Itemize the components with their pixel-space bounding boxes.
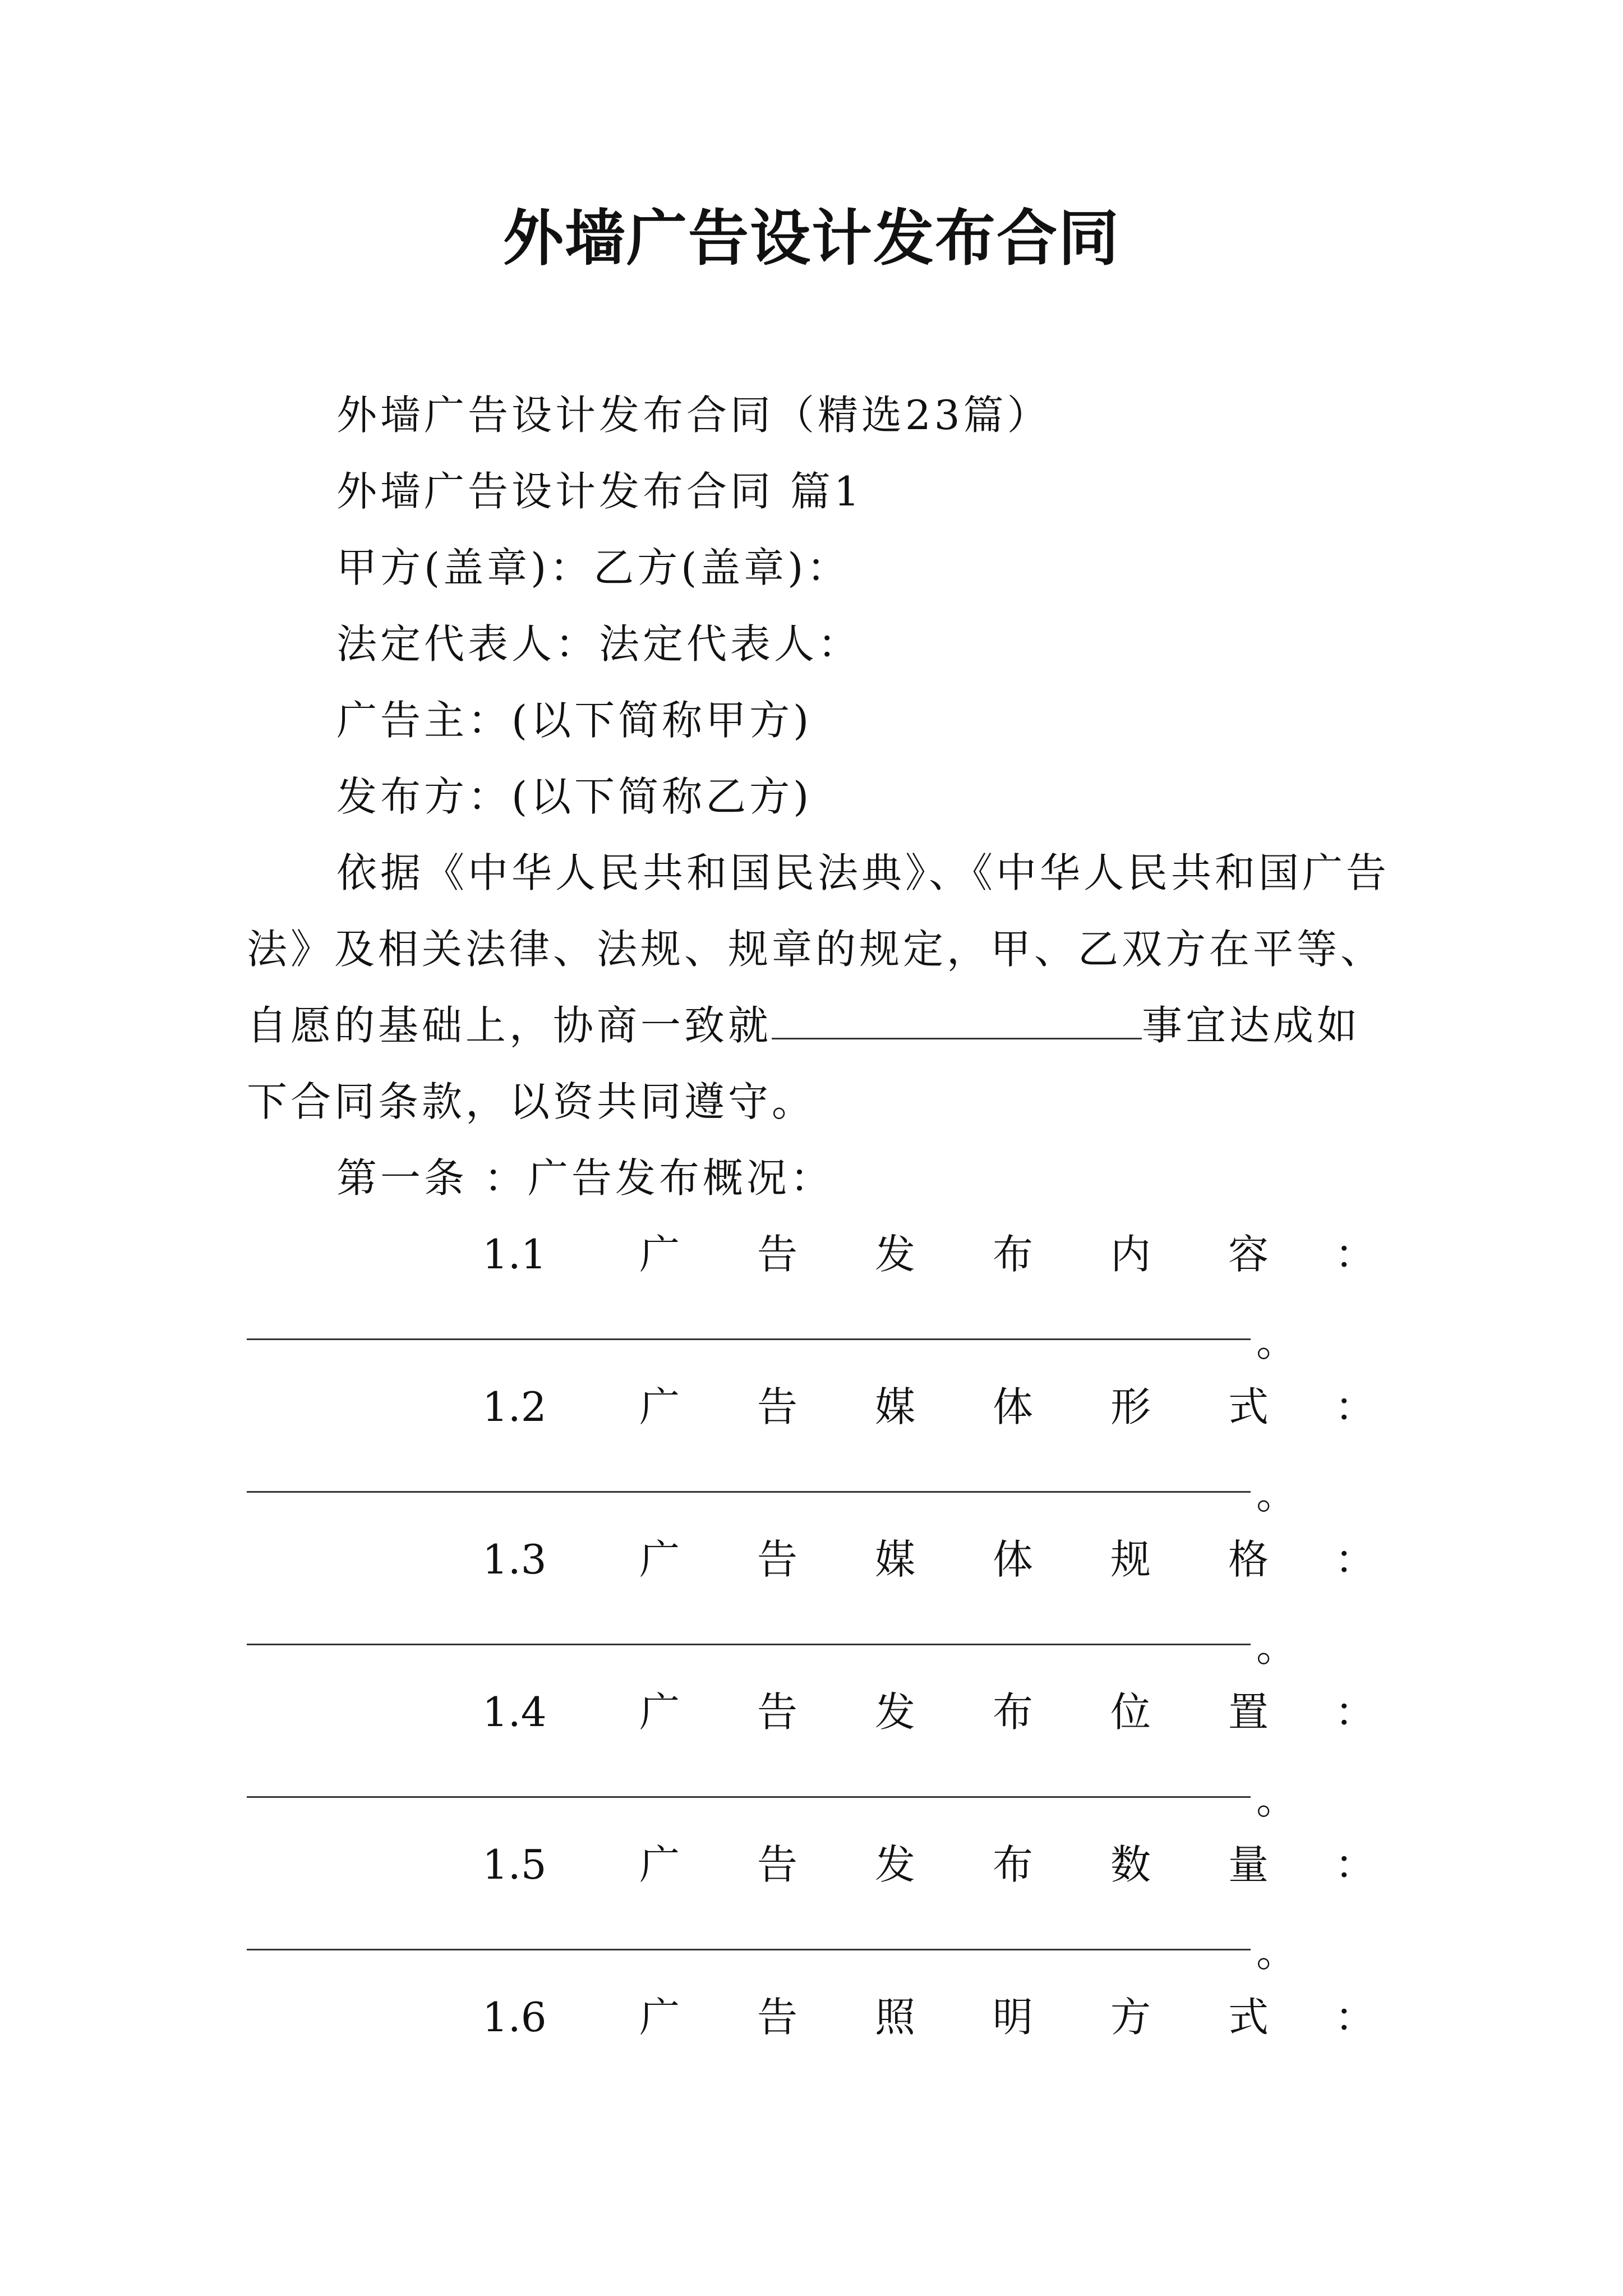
fill-in-rule — [247, 1644, 1251, 1645]
blank-field — [772, 997, 1142, 1039]
item-row — [0, 1684, 1623, 1740]
item-label-char: 布 — [993, 1688, 1034, 1736]
item-blank-line — [247, 1913, 1368, 1976]
fill-in-rule — [247, 1338, 1251, 1340]
period-mark: 。 — [1256, 1623, 1297, 1671]
advertiser-line: 广告主：(以下简称甲方) — [336, 697, 813, 744]
item-row — [0, 1989, 1623, 2045]
item-row — [0, 1837, 1623, 1893]
item-row — [0, 1226, 1623, 1282]
item-label-char: 照 — [875, 1994, 916, 2041]
item-label-char: 容 — [1228, 1231, 1269, 1278]
subtitle-line: 外墙广告设计发布合同（精选23篇） — [336, 392, 1051, 439]
item-number: 1.6 — [482, 1994, 547, 2041]
item-label-char: 告 — [757, 1841, 798, 1888]
period-mark: 。 — [1256, 1929, 1297, 1976]
item-label-char: 发 — [875, 1231, 916, 1278]
item-label-char: 格 — [1228, 1536, 1269, 1583]
item-label-char: 媒 — [875, 1536, 916, 1583]
period-mark: 。 — [1256, 1471, 1297, 1518]
item-label-char: 置 — [1228, 1688, 1269, 1736]
party-seal-line: 甲方(盖章)：乙方(盖章)： — [336, 544, 851, 591]
item-label-char: 告 — [757, 1994, 798, 2041]
item-colon: ： — [1335, 1841, 1376, 1888]
item-label-char: 布 — [993, 1231, 1034, 1278]
paragraph-line-1: 依据《中华人民共和国民法典》、《中华人民共和国广告 — [336, 849, 1390, 896]
item-colon: ： — [1335, 1536, 1376, 1583]
item-label-char: 布 — [993, 1841, 1034, 1888]
fill-in-rule — [247, 1949, 1251, 1950]
item-number: 1.3 — [482, 1536, 547, 1583]
item-blank-line — [247, 1303, 1368, 1365]
item-label-char: 广 — [639, 1688, 680, 1736]
item-colon: ： — [1335, 1688, 1376, 1736]
item-label-char: 告 — [757, 1536, 798, 1583]
paragraph-line-3 — [247, 997, 1385, 1053]
item-number: 1.5 — [482, 1841, 547, 1888]
item-label-char: 方 — [1110, 1994, 1151, 2041]
item-label-char: 告 — [757, 1383, 798, 1430]
item-number: 1.1 — [482, 1231, 547, 1278]
item-label-char: 告 — [757, 1688, 798, 1736]
paragraph-line-4: 下合同条款，以资共同遵守。 — [247, 1078, 816, 1125]
item-label-char: 广 — [639, 1383, 680, 1430]
legal-rep-line: 法定代表人：法定代表人： — [336, 620, 862, 668]
item-label-char: 体 — [993, 1383, 1034, 1430]
item-number: 1.2 — [482, 1383, 547, 1430]
fill-in-rule — [247, 1796, 1251, 1798]
item-blank-line — [247, 1760, 1368, 1823]
item-blank-line — [247, 1455, 1368, 1518]
period-mark: 。 — [1256, 1318, 1297, 1365]
item-label-char: 式 — [1228, 1383, 1269, 1430]
item-number: 1.4 — [482, 1688, 547, 1736]
item-label-char: 广 — [639, 1994, 680, 2041]
publisher-line: 发布方：(以下简称乙方) — [336, 773, 813, 820]
item-colon: ： — [1335, 1994, 1376, 2041]
item-label-char: 媒 — [875, 1383, 916, 1430]
item-colon: ： — [1335, 1383, 1376, 1430]
paragraph-line-3-start: 自愿的基础上，协商一致就 — [247, 1002, 772, 1049]
item-colon: ： — [1335, 1231, 1376, 1278]
item-row — [0, 1531, 1623, 1588]
item-label-char: 内 — [1110, 1231, 1151, 1278]
item-label-char: 广 — [639, 1231, 680, 1278]
item-label-char: 数 — [1110, 1841, 1151, 1888]
item-label-char: 发 — [875, 1688, 916, 1736]
item-label-char: 形 — [1110, 1383, 1151, 1430]
item-label-char: 位 — [1110, 1688, 1151, 1736]
item-label-char: 式 — [1228, 1994, 1269, 2041]
paragraph-line-2: 法》及相关法律、法规、规章的规定，甲、乙双方在平等、 — [247, 926, 1385, 973]
article-one-heading: 第一条 ：广告发布概况： — [336, 1154, 834, 1202]
item-label-char: 广 — [639, 1536, 680, 1583]
fill-in-rule — [247, 1491, 1251, 1493]
item-label-char: 明 — [993, 1994, 1034, 2041]
item-label-char: 规 — [1110, 1536, 1151, 1583]
item-row — [0, 1379, 1623, 1435]
item-label-char: 量 — [1228, 1841, 1269, 1888]
section-heading: 外墙广告设计发布合同 篇1 — [336, 468, 863, 515]
document-title: 外墙广告设计发布合同 — [502, 203, 1120, 274]
item-blank-line — [247, 1608, 1368, 1671]
item-label-char: 告 — [757, 1231, 798, 1278]
item-label-char: 体 — [993, 1536, 1034, 1583]
item-label-char: 发 — [875, 1841, 916, 1888]
item-label-char: 广 — [639, 1841, 680, 1888]
period-mark: 。 — [1256, 1776, 1297, 1823]
paragraph-line-3-end: 事宜达成如 — [1142, 1002, 1361, 1049]
